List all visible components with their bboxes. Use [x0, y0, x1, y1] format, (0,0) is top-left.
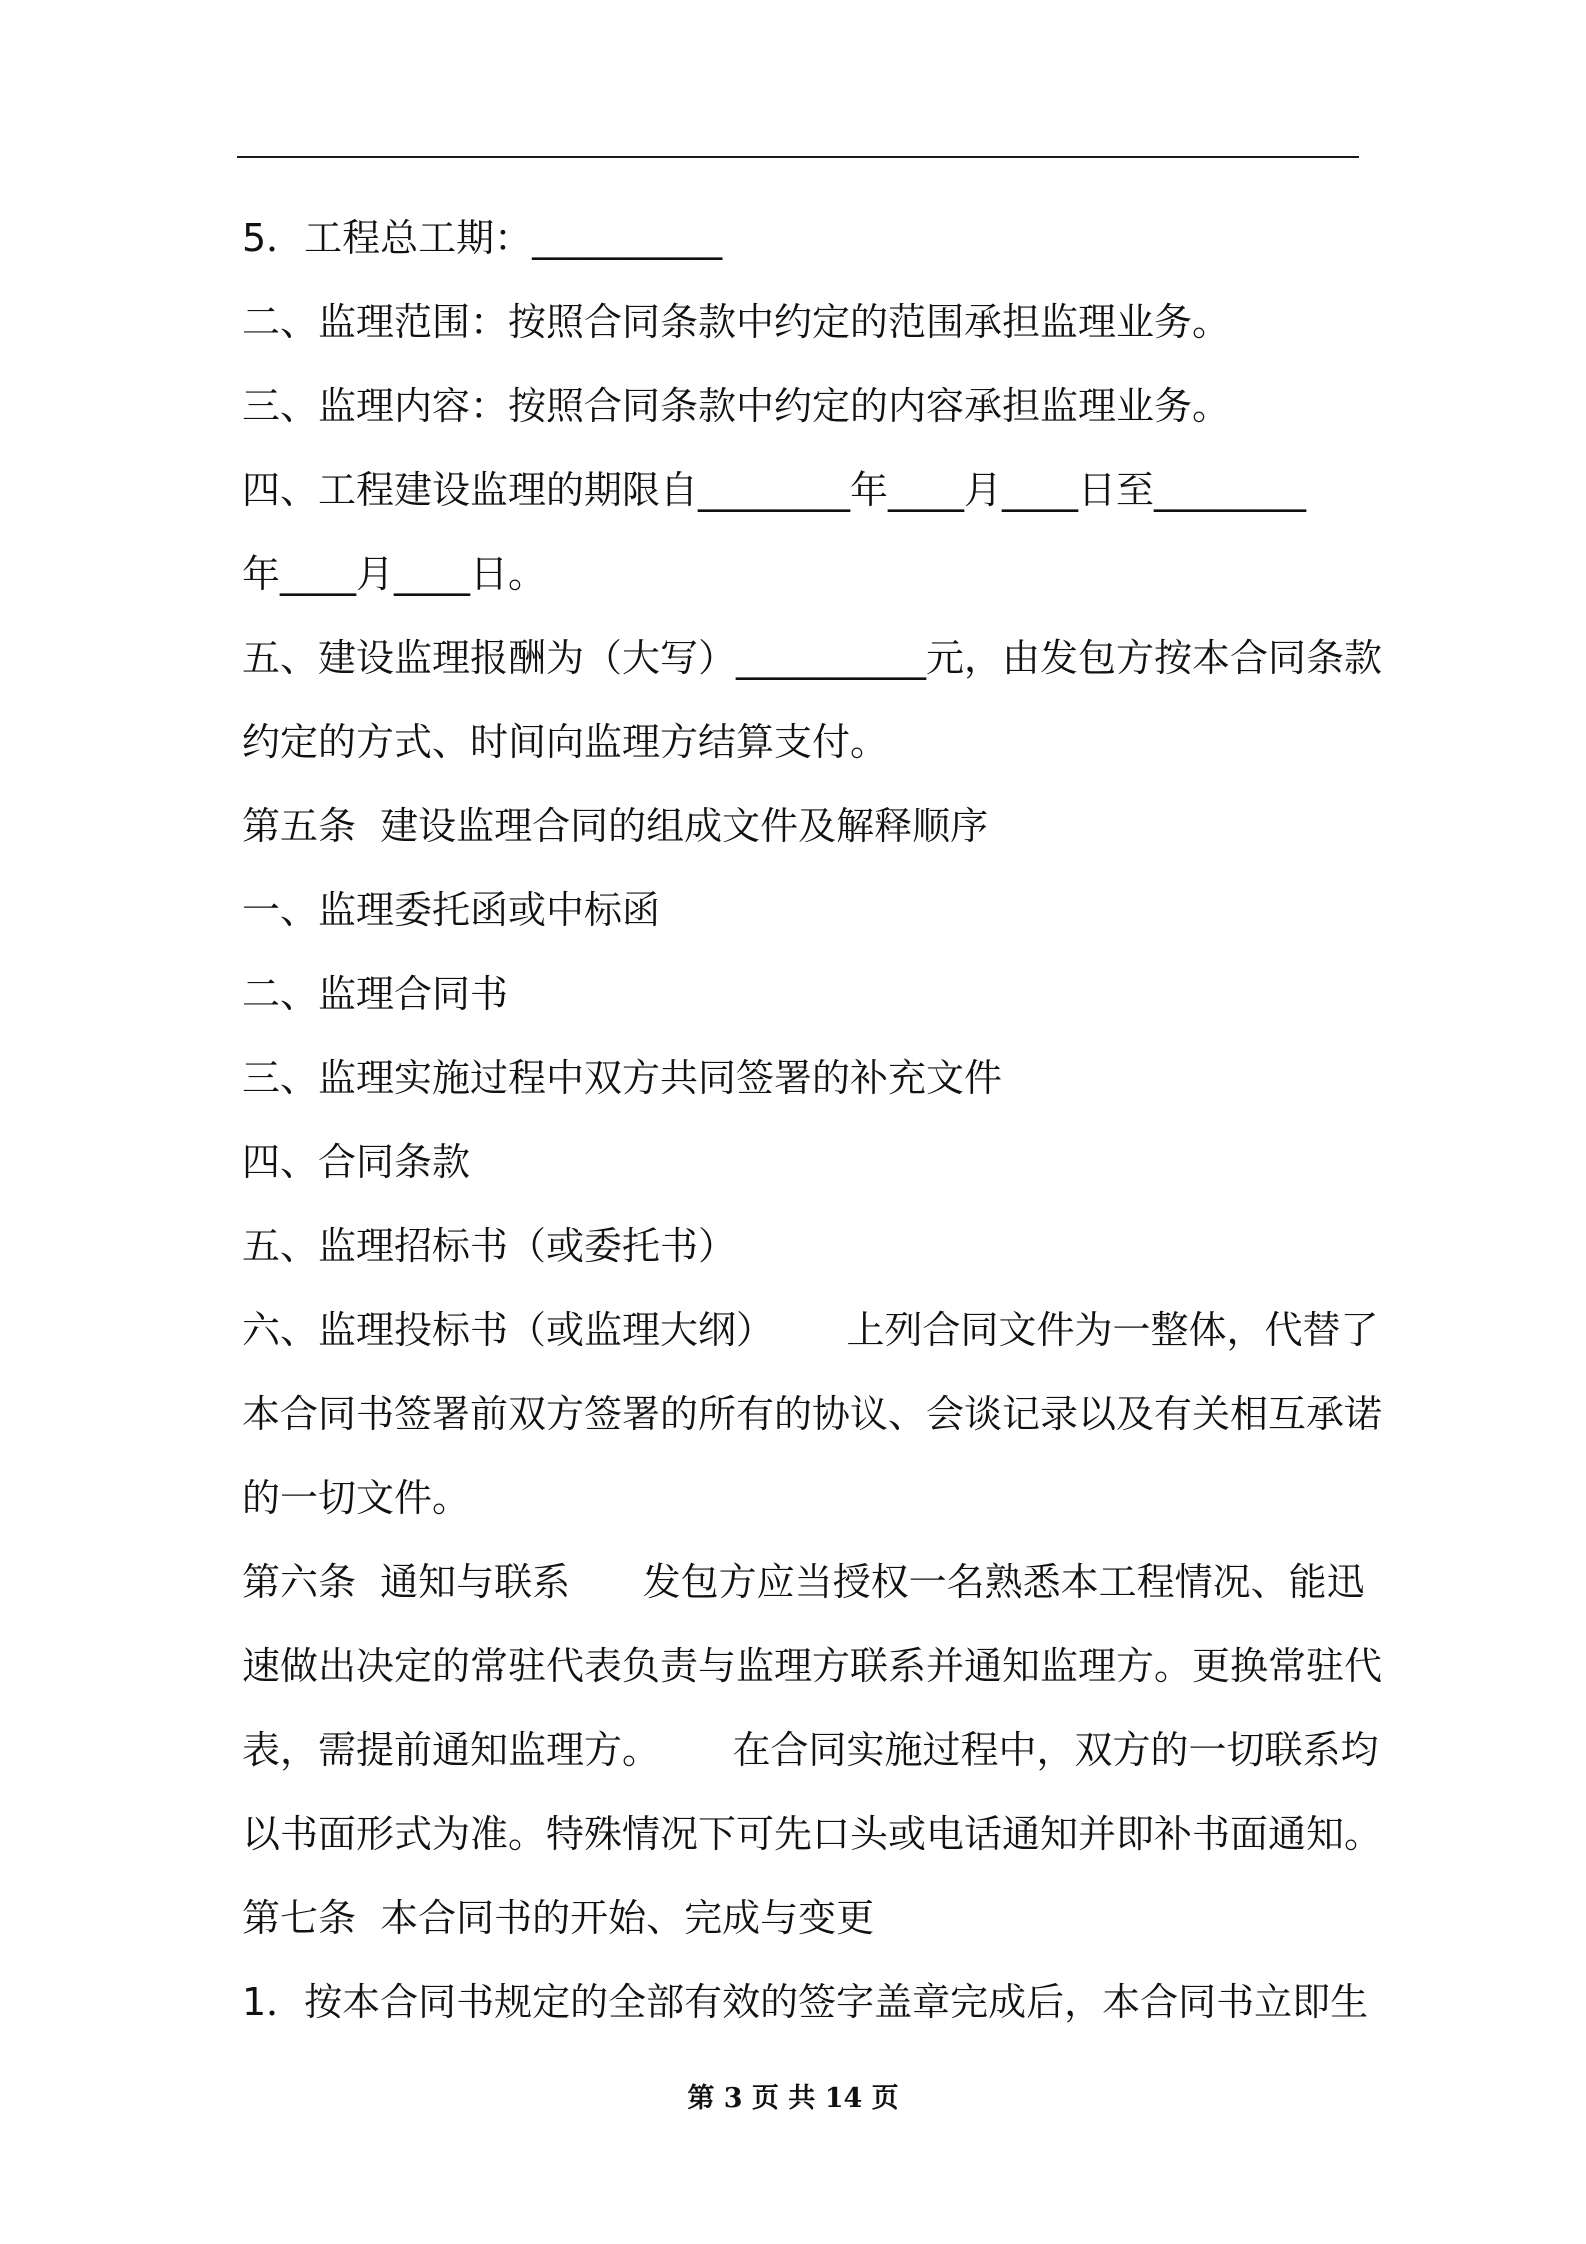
article-7-heading: 第七条 本合同书的开始、完成与变更	[242, 1896, 875, 1940]
text-line-period-cont: 年____月____日。	[242, 552, 547, 596]
document-body	[242, 196, 1383, 2044]
text-line-doc-5: 五、监理招标书（或委托书）	[242, 1224, 737, 1268]
text-line-period: 四、工程建设监理的期限自________年____月____日至________	[242, 468, 1307, 512]
text-line-total-duration: 5．工程总工期：__________	[242, 216, 723, 260]
article-5-heading: 第五条 建设监理合同的组成文件及解释顺序	[242, 804, 989, 848]
text-line-notice-3: 以书面形式为准。特殊情况下可先口头或电话通知并即补书面通知。	[242, 1812, 1383, 1856]
text-line-doc-3: 三、监理实施过程中双方共同签署的补充文件	[242, 1056, 1003, 1100]
text-line-doc-6-cont: 本合同书签署前双方签署的所有的协议、会谈记录以及有关相互承诺	[242, 1392, 1383, 1436]
page-number-footer: 第 3 页 共 14 页	[687, 2083, 899, 2114]
text-line-doc-2: 二、监理合同书	[242, 972, 509, 1016]
text-line-scope: 二、监理范围：按照合同条款中约定的范围承担监理业务。	[242, 300, 1231, 344]
text-line-notice-1: 速做出决定的常驻代表负责与监理方联系并通知监理方。更换常驻代	[242, 1644, 1383, 1688]
text-line-doc-4: 四、合同条款	[242, 1140, 471, 1184]
text-line-doc-6: 六、监理投标书（或监理大纲） 上列合同文件为一整体，代替了	[242, 1308, 1379, 1352]
text-line-fee: 五、建设监理报酬为（大写）__________元，由发包方按本合同条款	[242, 636, 1383, 680]
text-line-doc-1: 一、监理委托函或中标函	[242, 888, 661, 932]
text-line-content: 三、监理内容：按照合同条款中约定的内容承担监理业务。	[242, 384, 1231, 428]
article-6-heading: 第六条 通知与联系 发包方应当授权一名熟悉本工程情况、能迅	[242, 1560, 1365, 1604]
text-line-notice-2: 表，需提前通知监理方。 在合同实施过程中，双方的一切联系均	[242, 1728, 1379, 1772]
header-rule	[237, 156, 1359, 158]
text-line-effective: 1．按本合同书规定的全部有效的签字盖章完成后，本合同书立即生	[242, 1980, 1369, 2024]
text-line-doc-6-end: 的一切文件。	[242, 1476, 471, 1520]
text-line-fee-cont: 约定的方式、时间向监理方结算支付。	[242, 720, 889, 764]
